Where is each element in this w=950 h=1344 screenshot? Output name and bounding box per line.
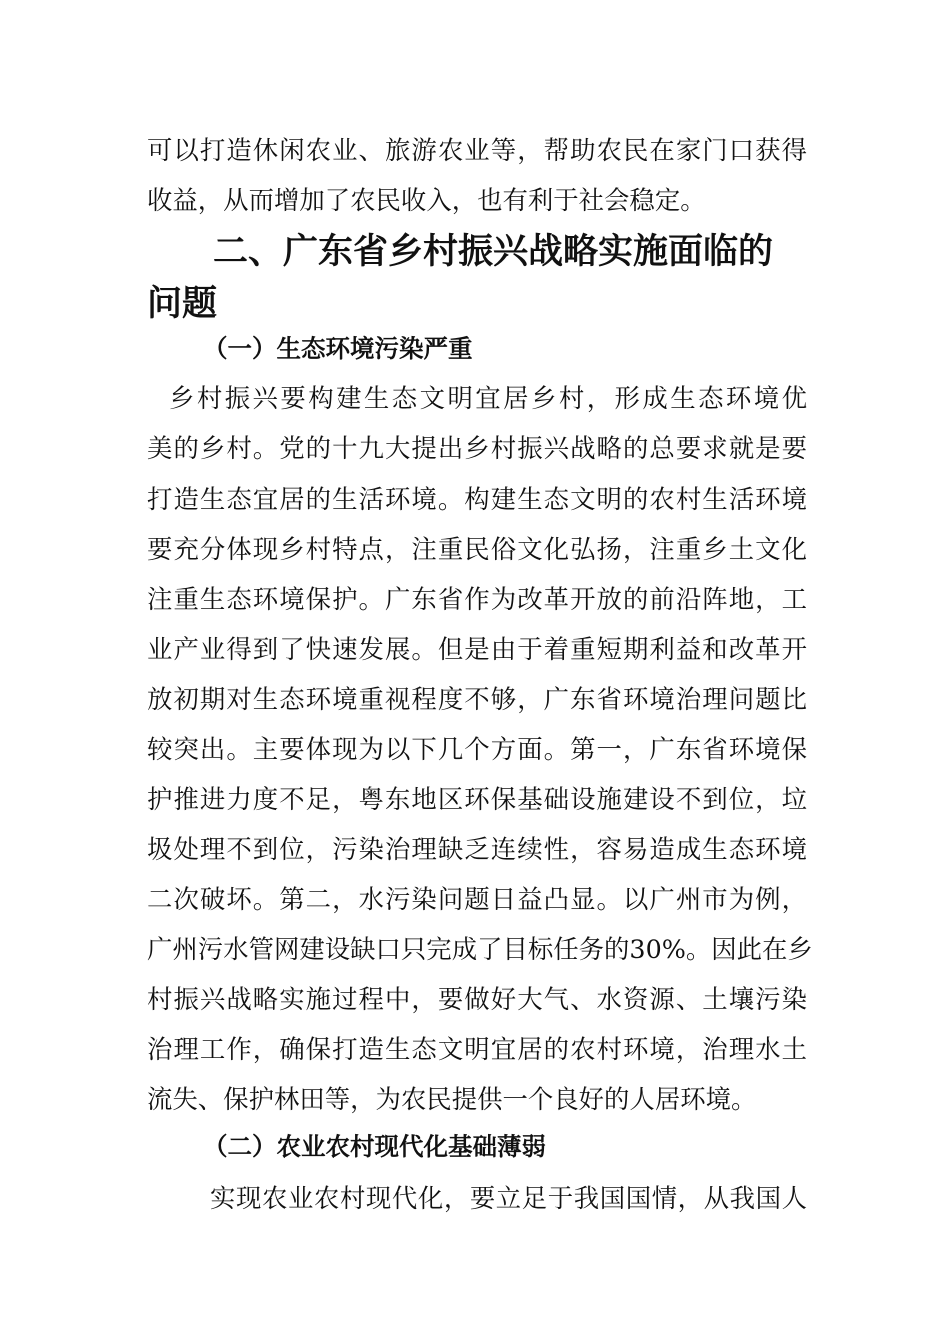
body-text-line: 收益，从而增加了农民收入，也有利于社会稳定。 (147, 185, 706, 215)
body-text-line: 广州污水管网建设缺口只完成了目标任务的30%。因此在乡 (147, 934, 813, 964)
body-text-line: 二次破坏。第二，水污染问题日益凸显。以广州市为例， (147, 884, 807, 914)
section-heading: 二、广东省乡村振兴战略实施面临的 (213, 232, 774, 272)
body-text-line: 打造生态宜居的生活环境。构建生态文明的农村生活环境 (147, 484, 807, 514)
body-text-line: 圾处理不到位，污染治理缺乏连续性，容易造成生态环境 (147, 834, 807, 864)
subsection-title: （一）生态环境污染严重 (203, 334, 473, 363)
body-text-line: 可以打造休闲农业、旅游农业等，帮助农民在家门口获得 (147, 135, 807, 165)
paragraph-first-line: 乡村振兴要构建生态文明宜居乡村，形成生态环境优 (169, 383, 807, 413)
body-text-line: 护推进力度不足，粤东地区环保基础设施建设不到位，垃 (147, 784, 807, 814)
body-text-line: 要充分体现乡村特点，注重民俗文化弘扬，注重乡土文化 (147, 534, 807, 564)
body-text-line: 流失、保护林田等，为农民提供一个良好的人居环境。 (147, 1084, 757, 1114)
body-text-line: 治理工作，确保打造生态文明宜居的农村环境，治理水土 (147, 1034, 807, 1064)
body-text-line: 放初期对生态环境重视程度不够，广东省环境治理问题比 (147, 684, 807, 714)
section-heading-continuation: 问题 (147, 284, 218, 324)
body-text-line: 较突出。主要体现为以下几个方面。第一，广东省环境保 (147, 734, 807, 764)
body-text-line: 村振兴战略实施过程中，要做好大气、水资源、土壤污染 (147, 984, 807, 1014)
body-text-line: 注重生态环境保护。广东省作为改革开放的前沿阵地，工 (147, 584, 807, 614)
body-text-line: 美的乡村。党的十九大提出乡村振兴战略的总要求就是要 (147, 433, 807, 463)
subsection-title: （二）农业农村现代化基础薄弱 (203, 1132, 546, 1161)
paragraph-first-line: 实现农业农村现代化，要立足于我国国情，从我国人 (210, 1183, 807, 1213)
body-text-line: 业产业得到了快速发展。但是由于着重短期利益和改革开 (147, 634, 807, 664)
